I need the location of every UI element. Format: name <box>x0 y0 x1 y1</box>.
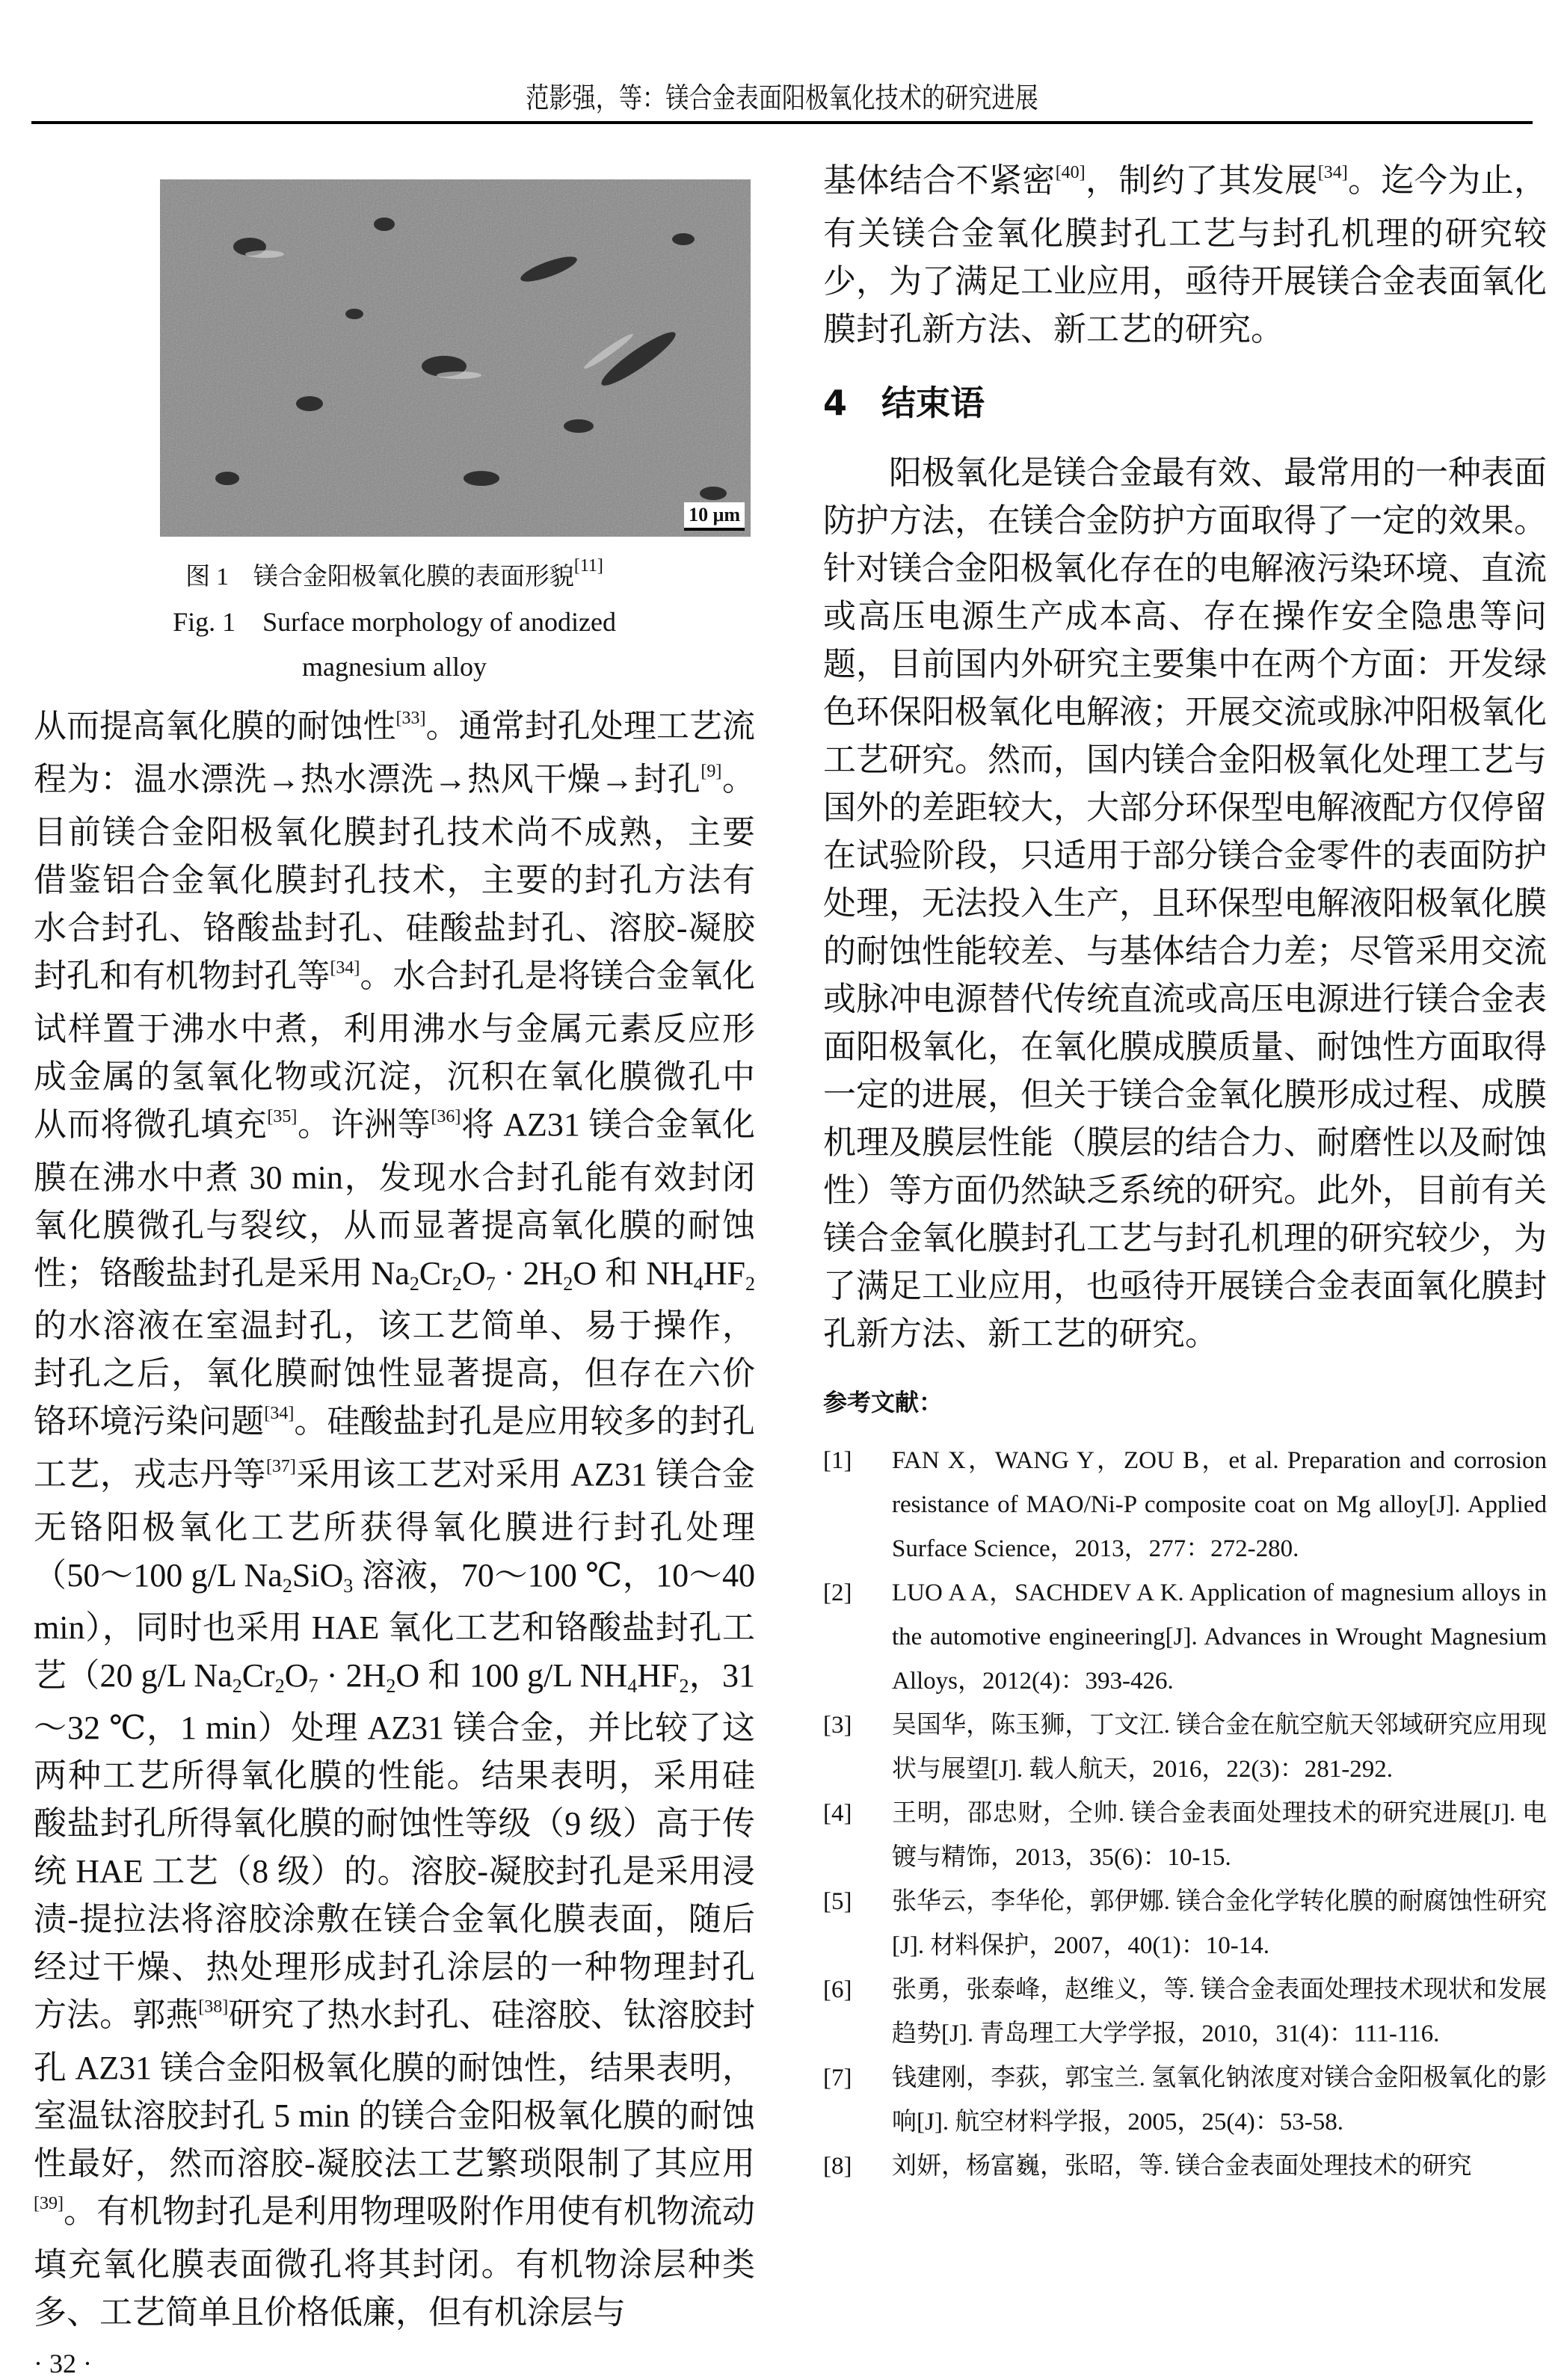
text-run: 采用该工艺对采用 AZ31 镁合金无铬阳极氧化工艺所获得氧化膜进行封孔处理（50～100 g/L Na <box>34 1456 756 1594</box>
citation: [39] <box>34 2194 64 2213</box>
text-run: O 和 NH <box>573 1255 694 1292</box>
reference-text: 刘妍，杨富巍，张昭，等. 镁合金表面处理技术的研究 <box>892 2153 1472 2180</box>
text-run: ，制约了其发展 <box>1085 162 1318 199</box>
text-run: O <box>284 1657 309 1694</box>
citation: [35] <box>267 1107 298 1126</box>
reference-text: 王明，邵忠财，仝帅. 镁合金表面处理技术的研究进展[J]. 电镀与精饰，2013，35(6)：10-15. <box>892 1800 1547 1871</box>
paragraph <box>823 449 1547 1358</box>
text-run: HF <box>703 1255 745 1292</box>
reference-text: 张华云，李华伦，郭伊娜. 镁合金化学转化膜的耐腐蚀性研究[J]. 材料保护，2007，40(1)：10-14. <box>892 1888 1547 1959</box>
caption-cn-citation: [11] <box>573 556 603 576</box>
reference-item <box>823 1880 1547 1968</box>
subscript: 2 <box>386 1675 396 1697</box>
reference-item <box>823 1704 1547 1792</box>
header-rule <box>31 121 1533 124</box>
figure-caption-en-line2: magnesium alloy <box>302 652 487 682</box>
figure-caption-en-line1: Fig. 1 Surface morphology of anodized <box>173 607 616 637</box>
reference-text: 吴国华，陈玉狮，丁文江. 镁合金在航空航天邻域研究应用现状与展望[J]. 载人航天，2016，22(3)：281-292. <box>892 1712 1547 1783</box>
text-run: 的水溶液在室温封孔，该工艺简单、易于操作，封孔之后，氧化膜耐蚀性显著提高，但存在六价铬环境污染问题 <box>34 1307 755 1440</box>
citation: [9] <box>701 762 722 781</box>
citation: [34] <box>264 1404 295 1423</box>
text-run: 从而提高氧化膜的耐蚀性 <box>34 708 396 744</box>
text-run: · 2H <box>495 1255 564 1292</box>
citation: [33] <box>395 709 426 728</box>
section-title: 结束语 <box>881 383 985 423</box>
left-column <box>34 703 755 2380</box>
reference-number: [7] <box>823 2065 852 2091</box>
reference-text: LUO A A，SACHDEV A K. Application of magnesium alloys in the automotive engineering[J]. Advances in Wrought Magnesium Alloys，2012(4)：393-426. <box>892 1579 1547 1695</box>
caption-cn-text: 图 1 镁合金阳极氧化膜的表面形貌 <box>185 564 574 591</box>
figure-caption-cn <box>34 555 755 602</box>
subscript: 2 <box>232 1675 242 1697</box>
reference-item <box>823 1968 1547 2056</box>
citation: [34] <box>330 958 360 978</box>
reference-number: [1] <box>823 1447 852 1474</box>
right-column <box>823 157 1547 2189</box>
reference-text: FAN X，WANG Y，ZOU B，et al. Preparation and corrosion resistance of MAO/Ni-P composite coat on Mg alloy[J]. Applied Surface Science，2013，277：272-280. <box>892 1447 1547 1562</box>
text-run: Cr <box>241 1657 275 1694</box>
text-run: 阳极氧化是镁合金最有效、最常用的一种表面防护方法，在镁合金防护方面取得了一定的效果。针对镁合金阳极氧化存在的电解液污染环境、直流或高压电源生产成本高、存在操作安全隐患等问题，目前国内外研究主要集中在两个方面：开发绿色环保阳极氧化电解液；开展交流或脉冲阳极氧化工艺研究。然而，国内镁合金阳极氧化处理工艺与国外的差距较大，大部分环保型电解液配方仅停留在试验阶段，只适用于部分镁合金零件的表面防护处理，无法投入生产，且环保型电解液阳极氧化膜的耐蚀性能较差、与基体结合力差；尽管采用交流或脉冲电源替代传统直流或高压电源进行镁合金表面阳极氧化，在氧化膜成膜质量、耐蚀性方面取得一定的进展，但关于镁合金氧化膜形成过程、成膜机理及膜层性能（膜层的结合力、耐磨性以及耐蚀性）等方面仍然缺乏系统的研究。此外，目前有关镁合金氧化膜封孔工艺与封孔机理的研究较少，为了满足工业应用，也亟待开展镁合金表面氧化膜封孔新方法、新工艺的研究。 <box>823 454 1547 1352</box>
citation: [34] <box>1317 163 1348 182</box>
reference-list <box>823 1439 1547 2189</box>
subscript: 2 <box>563 1273 573 1295</box>
text-run: ，31～32 ℃，1 min）处理 AZ31 镁合金，并比较了这两种工艺所得氧化膜的性能。结果表明，采用硅酸盐封孔所得氧化膜的耐蚀性等级（9 级）高于传统 HAE 工艺（8 级）的。溶胶-凝胶封孔是采用浸渍-提拉法将溶胶涂敷在镁合金氧化膜表面，随后经过干燥、热处理形成封孔涂层的一种物理封孔方法。郭燕 <box>34 1657 756 2033</box>
text-run: · 2H <box>318 1657 387 1694</box>
conclusion-body <box>823 449 1547 1358</box>
text-run: O <box>461 1255 486 1292</box>
reference-item <box>823 1571 1547 1704</box>
text-run: Cr <box>419 1255 452 1292</box>
subscript: 2 <box>452 1273 462 1295</box>
subscript: 2 <box>409 1273 419 1295</box>
sem-micrograph <box>160 179 751 537</box>
reference-number: [3] <box>823 1712 852 1739</box>
text-run: O 和 100 g/L NH <box>395 1657 628 1694</box>
text-run: 。水合封孔是将镁合金氧化试样置于沸水中煮，利用沸水与金属元素反应形成金属的氢氧化物或沉淀，沉积在氧化膜微孔中从而将微孔填充 <box>34 958 756 1143</box>
text-run: 。许洲等 <box>297 1106 431 1143</box>
reference-number: [4] <box>823 1800 852 1827</box>
subscript: 4 <box>627 1675 638 1697</box>
section-heading <box>823 379 1547 427</box>
text-run: 。通常封孔处理工艺流程为：温水漂洗→热水漂洗→热风干燥→封孔 <box>34 708 755 798</box>
running-head: 范影强，等：镁合金表面阳极氧化技术的研究进展 <box>526 81 1038 114</box>
reference-number: [2] <box>823 1579 852 1606</box>
subscript: 4 <box>693 1273 704 1295</box>
paragraph <box>823 157 1547 354</box>
text-run: 溶液，70～100 ℃，10～40 min），同时也采用 HAE 氧化工艺和铬酸盐封孔工艺（20 g/L Na <box>34 1557 755 1694</box>
reference-number: [6] <box>823 1976 852 2003</box>
reference-text: 钱建刚，李荻，郭宝兰. 氢氧化钠浓度对镁合金阳极氧化的影响[J]. 航空材料学报，2005，25(4)：53-58. <box>892 2065 1547 2136</box>
right-column-body <box>823 157 1547 354</box>
text-run: HF <box>637 1657 680 1694</box>
text-run: SiO <box>292 1557 344 1594</box>
citation: [38] <box>198 1997 229 2017</box>
text-run: 将 AZ31 镁合金氧化膜在沸水中煮 30 min，发现水合封孔能有效封闭氧化膜微孔与裂纹，从而显著提高氧化膜的耐蚀性；铬酸盐封孔是采用 Na <box>34 1106 756 1292</box>
citation: [37] <box>265 1457 296 1476</box>
text-run: 。有机物封孔是利用物理吸附作用使有机物流动填充氧化膜表面微孔将其封闭。有机物涂层种类多、工艺简单且价格低廉，但有机涂层与 <box>34 2193 755 2331</box>
text-run: 。硅酸盐封孔是应用较多的封孔工艺，戎志丹等 <box>34 1403 756 1493</box>
text-run: 。目前镁合金阳极氧化膜封孔技术尚不成熟，主要借鉴铝合金氧化膜封孔技术，主要的封孔方法有水合封孔、铬酸盐封孔、硅酸盐封孔、溶胶-凝胶封孔和有机物封孔等 <box>34 761 756 994</box>
subscript: 2 <box>282 1575 292 1597</box>
sem-texture <box>160 179 751 537</box>
citation: [40] <box>1055 163 1086 182</box>
text-run: 研究了热水封孔、硅溶胶、钛溶胶封孔 AZ31 镁合金阳极氧化膜的耐蚀性，结果表明，室温钛溶胶封孔 5 min 的镁合金阳极氧化膜的耐蚀性最好，然而溶胶-凝胶法工艺繁琐限制了其应用 <box>34 1997 756 2182</box>
paragraph <box>34 703 755 2337</box>
reference-item <box>823 1792 1547 1880</box>
subscript: 7 <box>485 1273 496 1295</box>
subscript: 3 <box>343 1575 354 1597</box>
reference-text: 张勇，张泰峰，赵维义，等. 镁合金表面处理技术现状和发展趋势[J]. 青岛理工大学学报，2010，31(4)：111-116. <box>892 1976 1547 2047</box>
text-run: 基体结合不紧密 <box>823 162 1056 199</box>
subscript: 7 <box>308 1675 318 1697</box>
page-number: · 32 · <box>34 2349 92 2379</box>
subscript: 2 <box>679 1675 689 1697</box>
section-number: 4 <box>823 383 848 423</box>
reference-number: [8] <box>823 2153 852 2180</box>
reference-item <box>823 1439 1547 1571</box>
reference-item <box>823 2145 1547 2189</box>
reference-item <box>823 2056 1547 2145</box>
subscript: 2 <box>274 1675 285 1697</box>
subscript: 2 <box>745 1273 755 1295</box>
text-run: 。迄今为止，有关镁合金氧化膜封孔工艺与封孔机理的研究较少，为了满足工业应用，亟待开展镁合金表面氧化膜封孔新方法、新工艺的研究。 <box>823 162 1548 348</box>
citation: [36] <box>431 1107 461 1126</box>
left-column-body <box>34 703 755 2337</box>
reference-number: [5] <box>823 1888 852 1915</box>
references-heading: 参考文献： <box>823 1388 943 1416</box>
scale-bar-label: 10 μm <box>684 502 745 531</box>
